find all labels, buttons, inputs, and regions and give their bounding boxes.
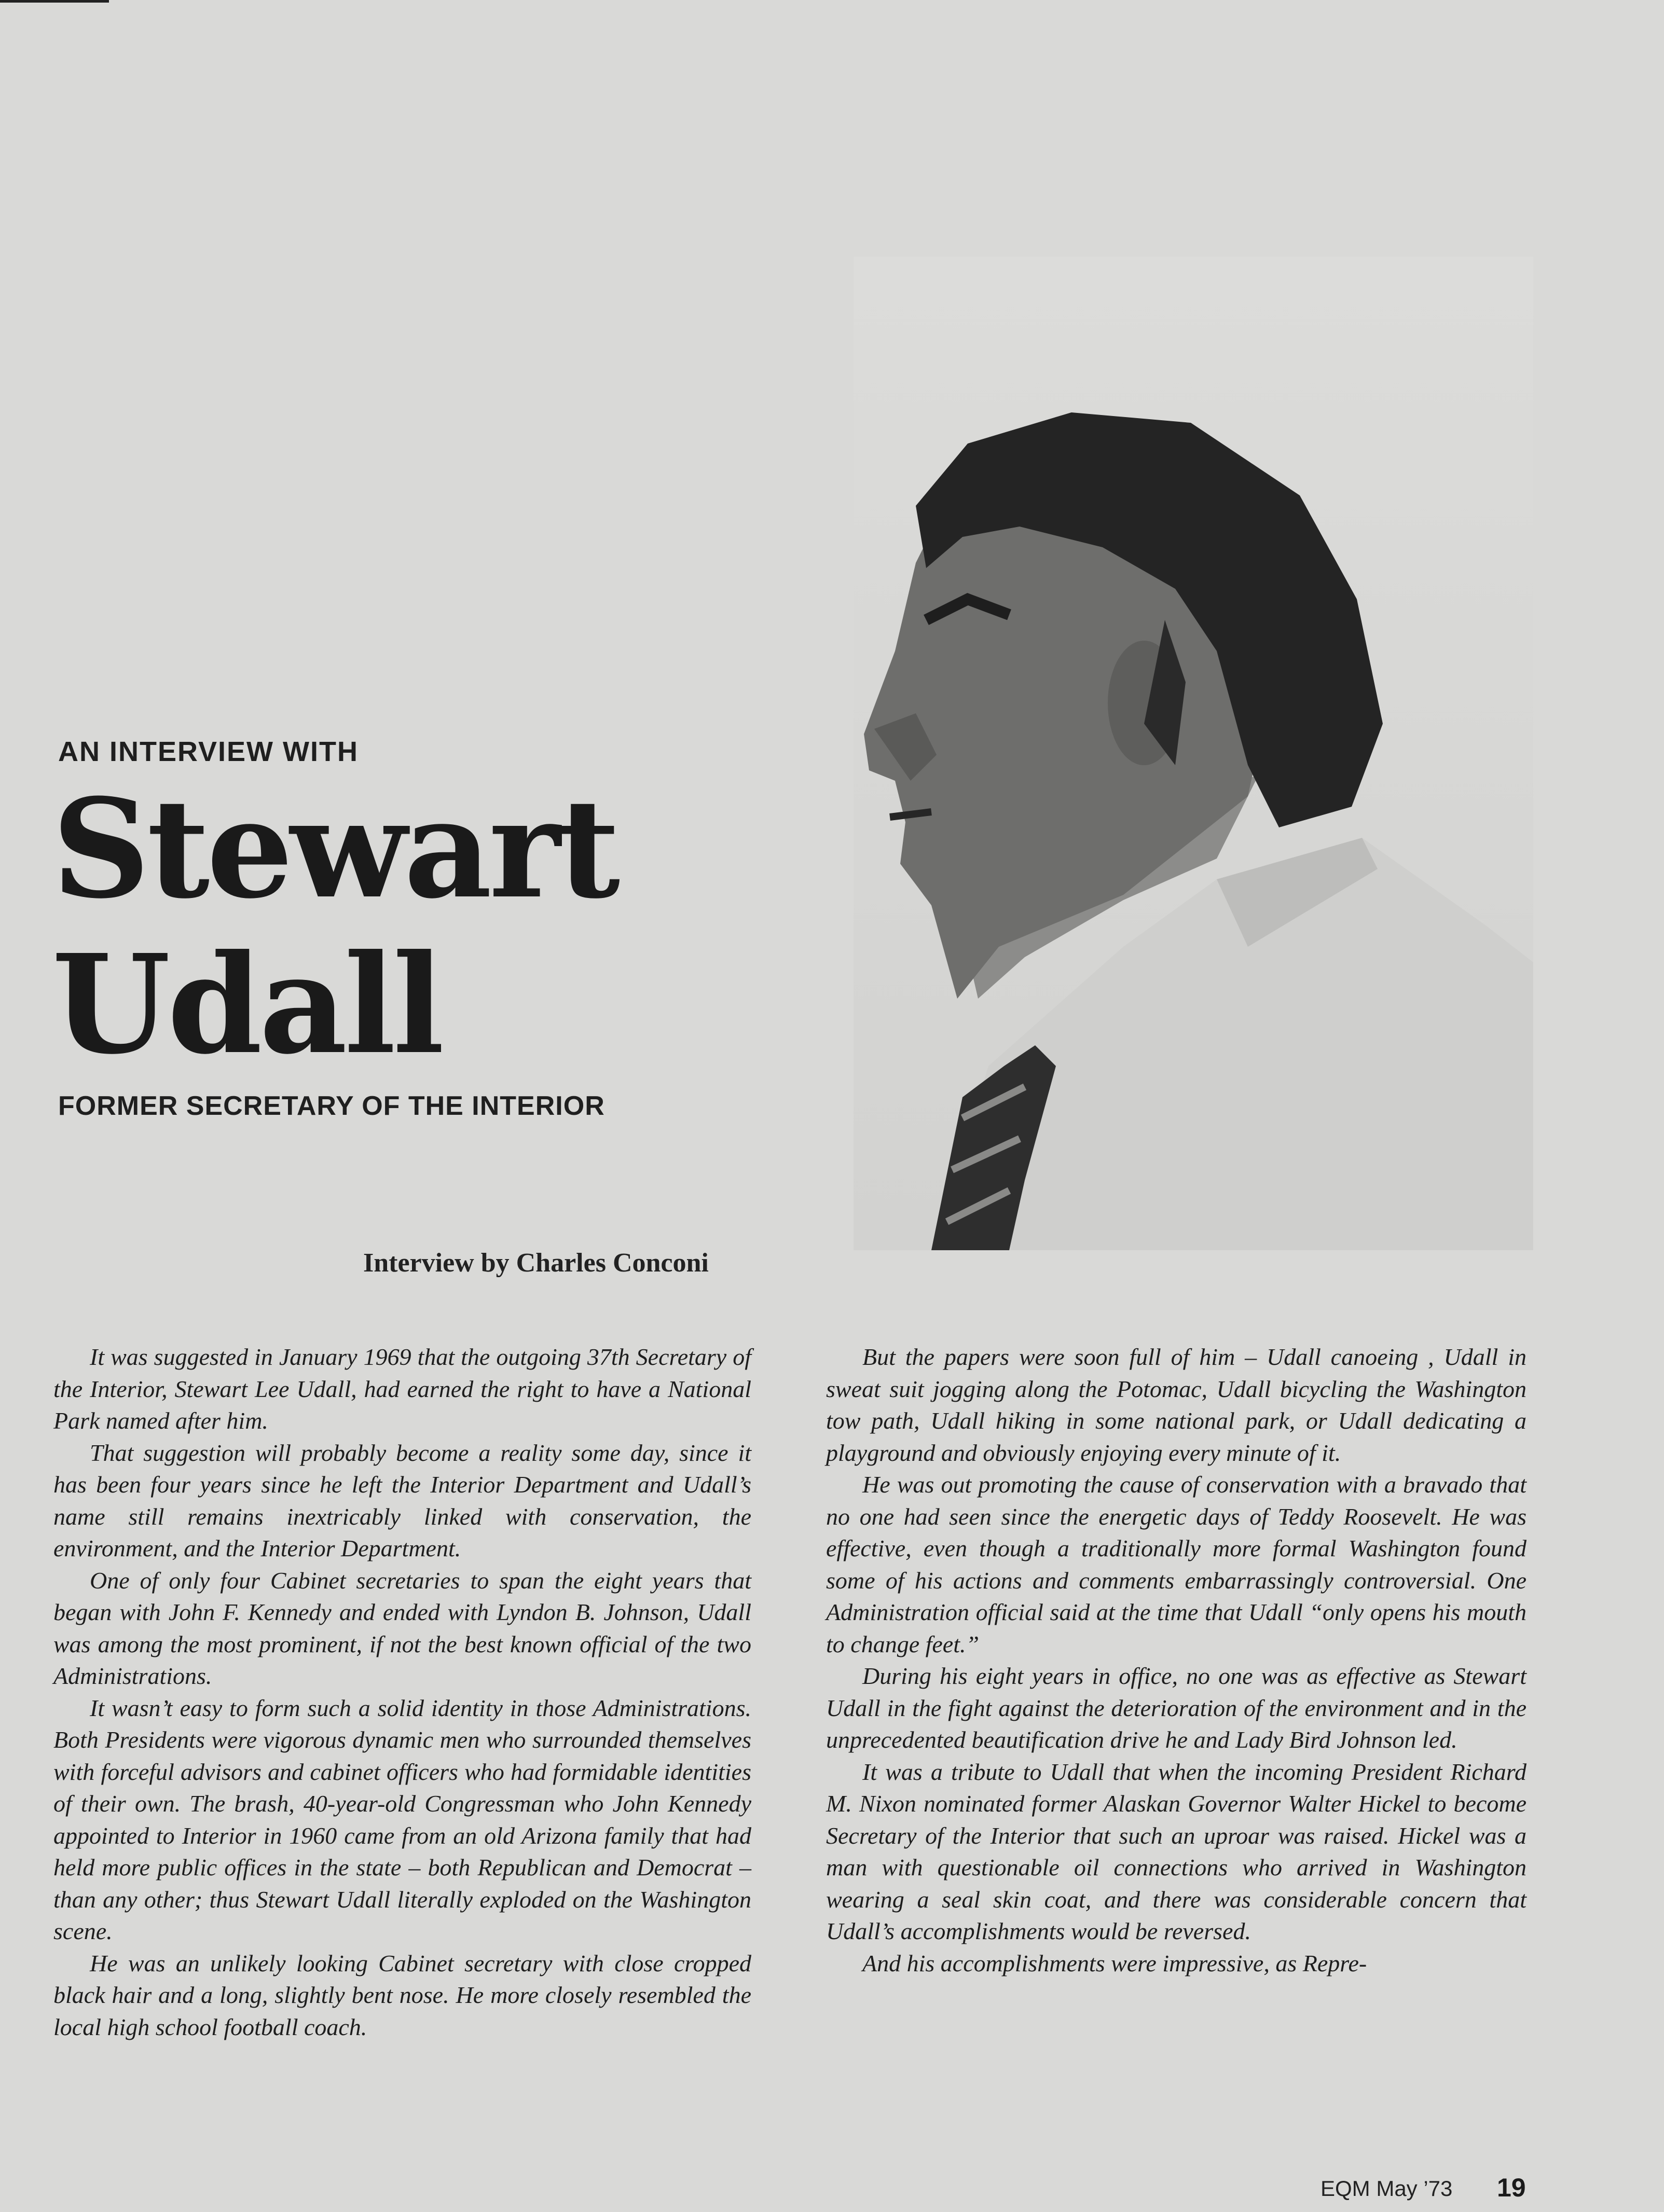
paragraph: But the papers were soon full of him – Udall canoeing , Udall in sweat suit jogging along the Potomac, Udall bicycling the Washington tow path, Udall hiking in some national park, or Udall dedicating a playground and obviously enjoying every minute of it. <box>826 1344 1527 1466</box>
paragraph: He was out promoting the cause of conservation with a bravado that no one had seen since the energetic days of Teddy Roosevelt. He was effective, even though a traditionally more formal Washington found some of his actions and comments embarrassingly controversial. One Administration official said at the time that Udall “only opens his mouth to change feet.” <box>826 1471 1527 1657</box>
kicker-label: AN INTERVIEW WITH <box>58 736 359 767</box>
paragraph: During his eight years in office, no one was as effective as Stewart Udall in the fight against the deterioration of the environment and in the unprecedented beautification drive he and Lady Bird Johnson led. <box>826 1663 1527 1753</box>
title-first-name: Stewart <box>52 769 617 929</box>
paragraph: It wasn’t easy to form such a solid identity in those Administrations. Both Presidents were vigorous dynamic men who surrounded themselves with forceful advisors and cabinet officers who had formidable identities of their own. The brash, 40-year-old Congressman who John Kennedy appointed to Interior in 1960 came from an old Arizona family that had held more public offices in the state – both Republican and Democrat – than any other; thus Stewart Udall literally exploded on the Washington scene. <box>53 1694 751 1944</box>
publication-footer: EQM May ’73 <box>1321 2176 1453 2201</box>
portrait-photo <box>854 257 1533 1250</box>
paragraph: That suggestion will probably become a reality some day, since it has been four years since he left the Interior Department and Udall’s name still remains inextricably linked with conservation, the environment, and the Interior Department. <box>53 1439 751 1561</box>
article-column-left <box>53 1341 751 2043</box>
paragraph: And his accomplishments were impressive, as Repre- <box>862 1950 1367 1976</box>
paragraph: One of only four Cabinet secretaries to span the eight years that began with John F. Kennedy and ended with Lyndon B. Johnson, Udall was among the most prominent, if not the best known official of the two Administrations. <box>53 1567 751 1689</box>
paragraph: He was an unlikely looking Cabinet secretary with close cropped black hair and a long, slightly bent nose. He more closely resembled the local high school football coach. <box>53 1950 751 2040</box>
title-last-name: Udall <box>52 924 442 1084</box>
article-column-right <box>826 1341 1527 1979</box>
paragraph: It was a tribute to Udall that when the incoming President Richard M. Nixon nominated former Alaskan Governor Walter Hickel to become Secretary of the Interior that such an uproar was raised. Hickel was a man with questionable oil connections who arrived in Washington wearing a seal skin coat, and there was considerable concern that Udall’s accomplishments would be reversed. <box>826 1758 1527 1944</box>
subtitle: FORMER SECRETARY OF THE INTERIOR <box>58 1091 605 1121</box>
paragraph: It was suggested in January 1969 that the outgoing 37th Secretary of the Interior, Stewart Lee Udall, had earned the right to have a National Park named after him. <box>53 1344 751 1434</box>
byline: Interview by Charles Conconi <box>363 1248 709 1278</box>
portrait-photo-icon <box>854 257 1533 1250</box>
page-number: 19 <box>1497 2173 1526 2202</box>
scan-mark <box>0 0 109 3</box>
